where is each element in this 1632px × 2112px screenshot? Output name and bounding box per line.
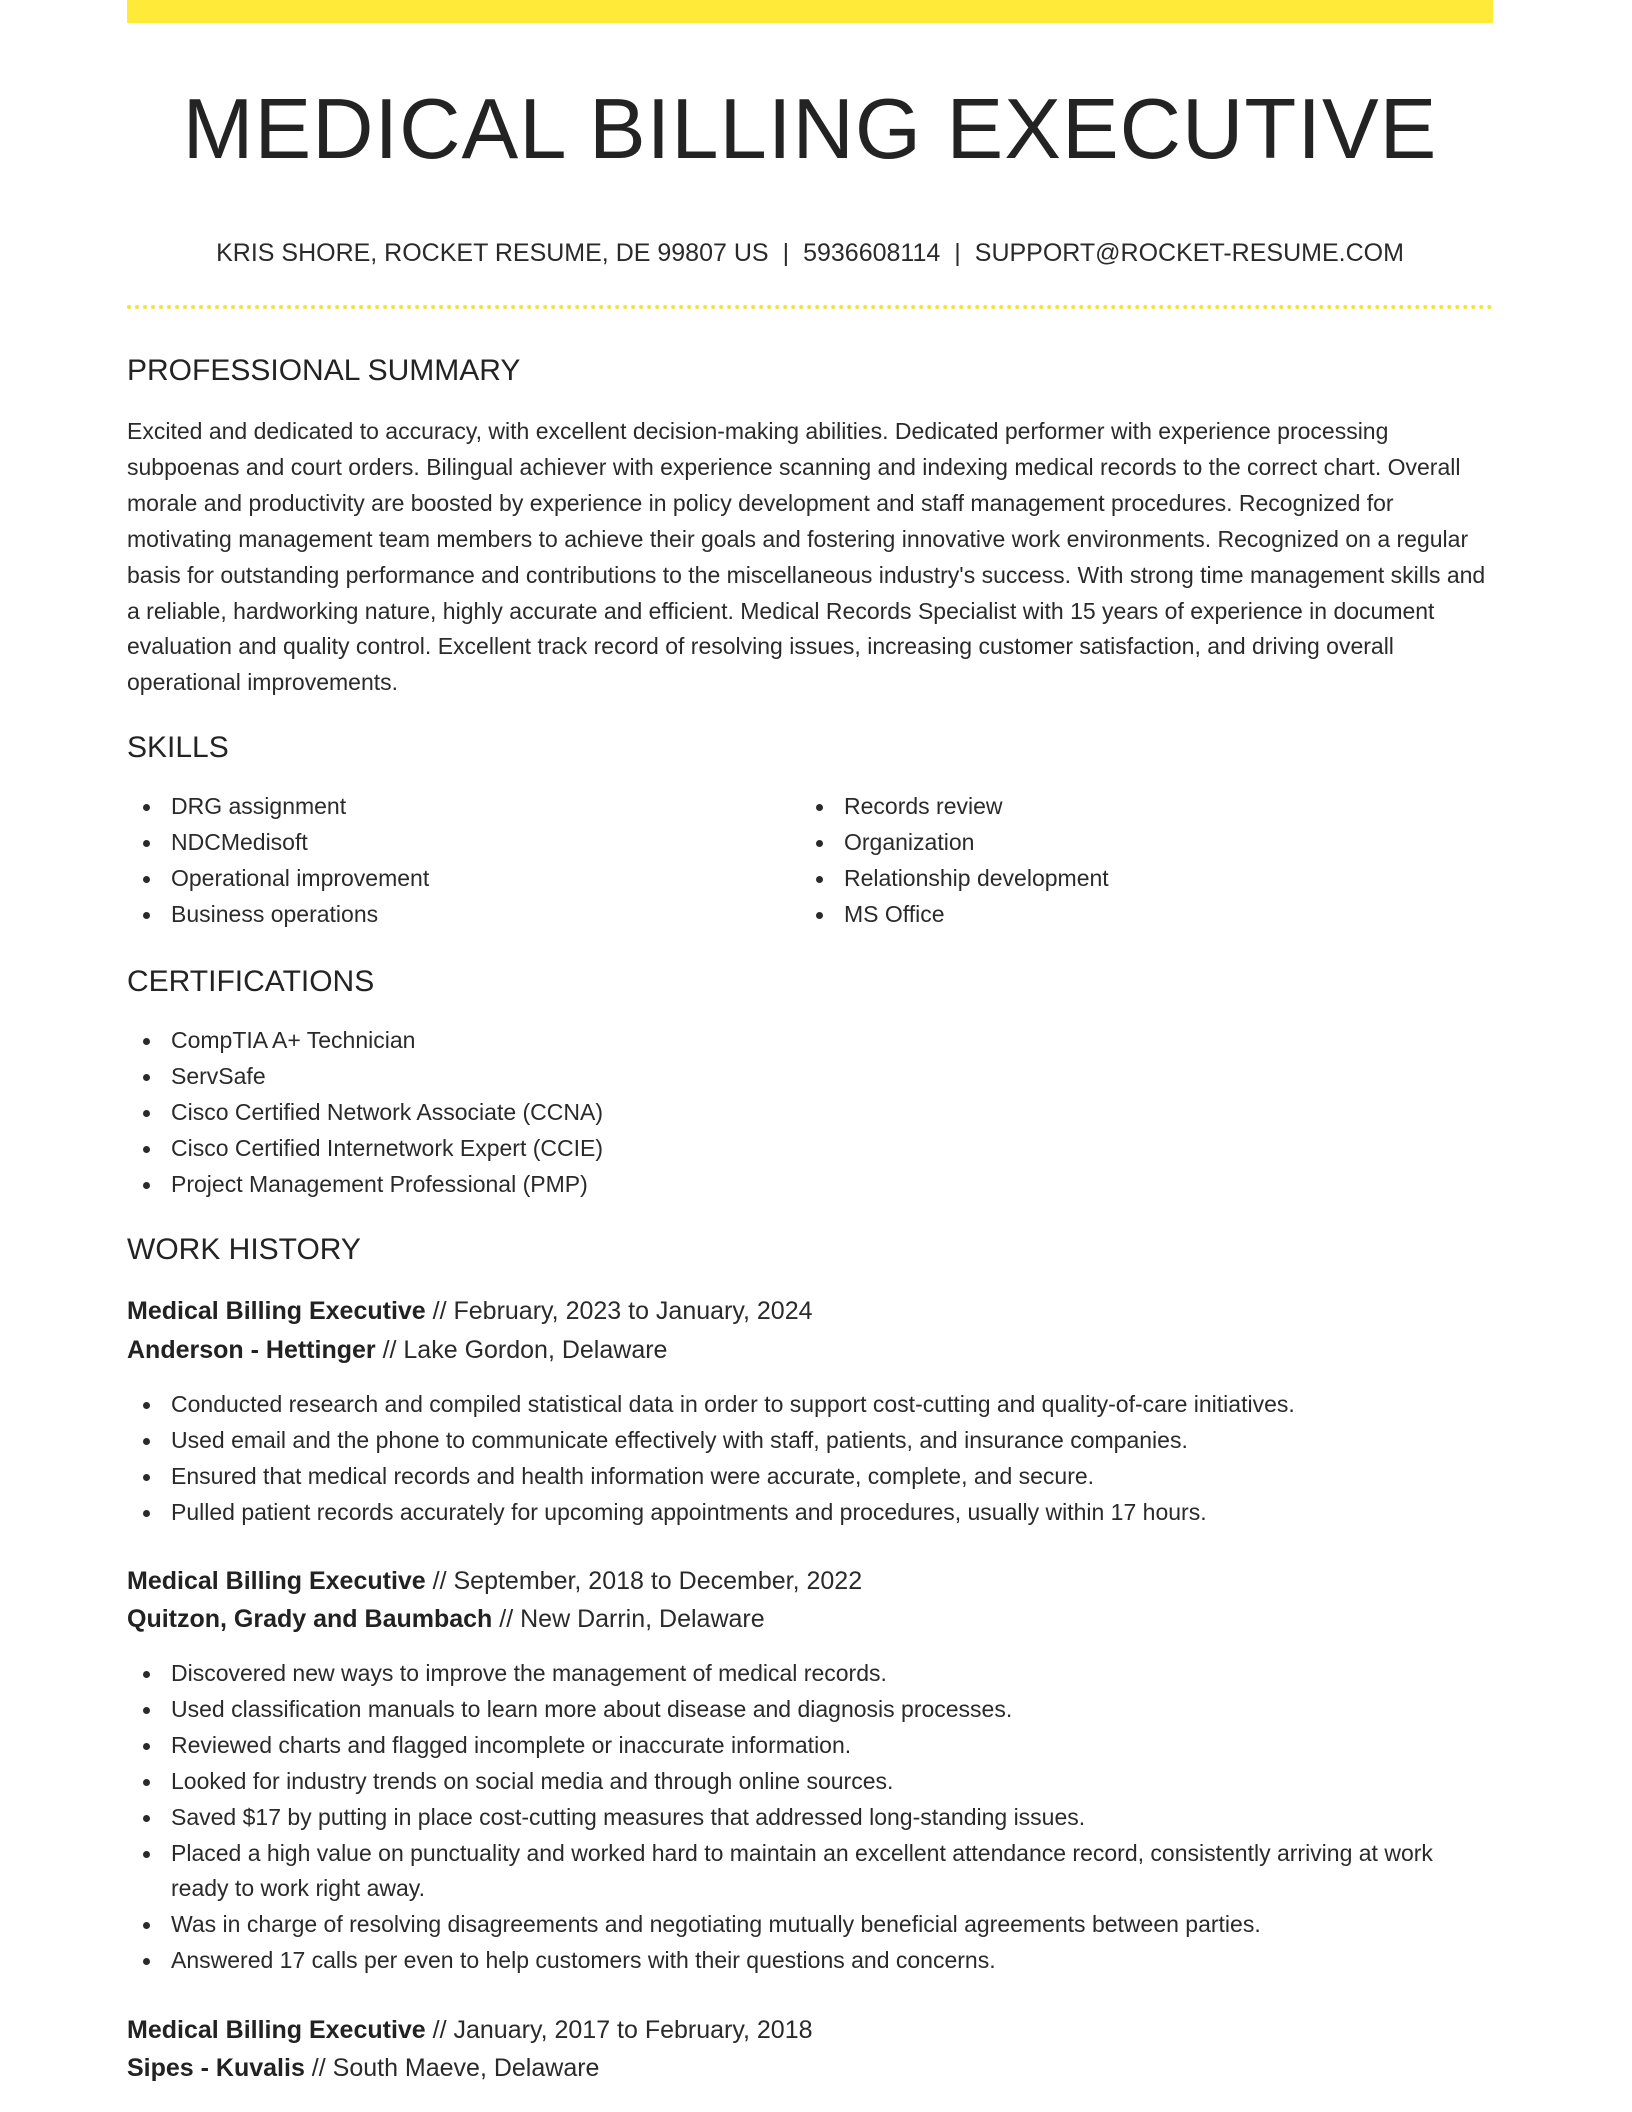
- contact-separator: |: [782, 239, 790, 267]
- job-company-line: [127, 1600, 765, 1638]
- certifications-heading: CERTIFICATIONS: [127, 965, 375, 998]
- job-company-line: [127, 1331, 667, 1369]
- certification-item: Project Management Professional (PMP): [127, 1167, 603, 1203]
- skill-item: NDCMedisoft: [127, 825, 429, 861]
- job-bullet: Was in charge of resolving disagreements and negotiating mutually beneficial agreements between parties.: [127, 1907, 1493, 1943]
- job-company-line: [127, 2049, 599, 2087]
- skills-heading: SKILLS: [127, 731, 229, 764]
- job-location: // New Darrin, Delaware: [492, 1605, 765, 1633]
- contact-address: KRIS SHORE, ROCKET RESUME, DE 99807 US: [216, 239, 769, 267]
- job-bullet: Answered 17 calls per even to help customers with their questions and concerns.: [127, 1943, 1493, 1979]
- job-bullets: [127, 1387, 1295, 1531]
- job-dates: // September, 2018 to December, 2022: [425, 1567, 863, 1595]
- skill-item: Business operations: [127, 897, 429, 933]
- skill-item: Organization: [800, 825, 1109, 861]
- certifications-list: [127, 1023, 603, 1203]
- contact-line: [127, 236, 1493, 270]
- certification-item: Cisco Certified Network Associate (CCNA): [127, 1095, 603, 1131]
- job-title-line: [127, 2011, 813, 2049]
- job-company: Sipes - Kuvalis: [127, 2054, 305, 2082]
- job-title: Medical Billing Executive: [127, 1297, 426, 1325]
- summary-text: Excited and dedicated to accuracy, with excellent decision-making abilities. Dedicated performer with experience processing subpoenas and court orders. Bilingual achiever with experience scanning and indexing medical records to the correct chart. Overall morale and productivity are boosted by experience in policy development and staff management procedures. Recognized for motivating management team members to achieve their goals and fostering innovative work environments. Recognized on a regular basis for outstanding performance and contributions to the miscellaneous industry's success. With strong time management skills and a reliable, hardworking nature, highly accurate and efficient. Medical Records Specialist with 15 years of experience in document evaluation and quality control. Excellent track record of resolving issues, increasing customer satisfaction, and driving overall operational improvements.: [127, 418, 1486, 696]
- skill-item: DRG assignment: [127, 789, 429, 825]
- job-location: // Lake Gordon, Delaware: [375, 1336, 668, 1364]
- summary-heading: PROFESSIONAL SUMMARY: [127, 354, 521, 387]
- skill-item: Relationship development: [800, 861, 1109, 897]
- certification-item: ServSafe: [127, 1059, 603, 1095]
- accent-bar: [127, 0, 1493, 23]
- page-title: MEDICAL BILLING EXECUTIVE: [182, 82, 1438, 177]
- job-bullet: Reviewed charts and flagged incomplete or inaccurate information.: [127, 1728, 1493, 1764]
- job-title: Medical Billing Executive: [127, 2016, 426, 2044]
- skill-item: Operational improvement: [127, 861, 429, 897]
- job-title-line: [127, 1292, 813, 1330]
- job-title-line: [127, 1562, 862, 1600]
- dotted-divider: [127, 305, 1493, 309]
- job-bullet: Used classification manuals to learn more about disease and diagnosis processes.: [127, 1692, 1493, 1728]
- job-title: Medical Billing Executive: [127, 1567, 426, 1595]
- job-bullet: Looked for industry trends on social media and through online sources.: [127, 1764, 1493, 1800]
- contact-separator: |: [954, 239, 961, 267]
- certification-item: CompTIA A+ Technician: [127, 1023, 603, 1059]
- skills-list-right: [800, 789, 1109, 933]
- skill-item: Records review: [800, 789, 1109, 825]
- contact-email[interactable]: SUPPORT@ROCKET-RESUME.COM: [974, 239, 1404, 267]
- job-bullet: Placed a high value on punctuality and worked hard to maintain an excellent attendance record, consistently arriving at work ready to work right away.: [127, 1836, 1493, 1908]
- job-bullet: Pulled patient records accurately for upcoming appointments and procedures, usually within 17 hours.: [127, 1495, 1295, 1531]
- job-bullet: Conducted research and compiled statistical data in order to support cost-cutting and quality-of-care initiatives.: [127, 1387, 1295, 1423]
- job-bullet: Used email and the phone to communicate effectively with staff, patients, and insurance companies.: [127, 1423, 1295, 1459]
- contact-phone[interactable]: 5936608114: [803, 239, 941, 267]
- skill-item: MS Office: [800, 897, 1109, 933]
- job-dates: // February, 2023 to January, 2024: [425, 1297, 813, 1325]
- certification-item: Cisco Certified Internetwork Expert (CCIE): [127, 1131, 603, 1167]
- work-history-heading: WORK HISTORY: [127, 1233, 361, 1266]
- job-location: // South Maeve, Delaware: [304, 2054, 600, 2082]
- job-bullet: Discovered new ways to improve the management of medical records.: [127, 1656, 1493, 1692]
- job-bullet: Ensured that medical records and health information were accurate, complete, and secure.: [127, 1459, 1295, 1495]
- job-company: Quitzon, Grady and Baumbach: [127, 1605, 493, 1633]
- job-dates: // January, 2017 to February, 2018: [425, 2016, 813, 2044]
- job-company: Anderson - Hettinger: [127, 1336, 376, 1364]
- job-bullets: [127, 1656, 1493, 1979]
- skills-list-left: [127, 789, 429, 933]
- job-bullet: Saved $17 by putting in place cost-cutting measures that addressed long-standing issues.: [127, 1800, 1493, 1836]
